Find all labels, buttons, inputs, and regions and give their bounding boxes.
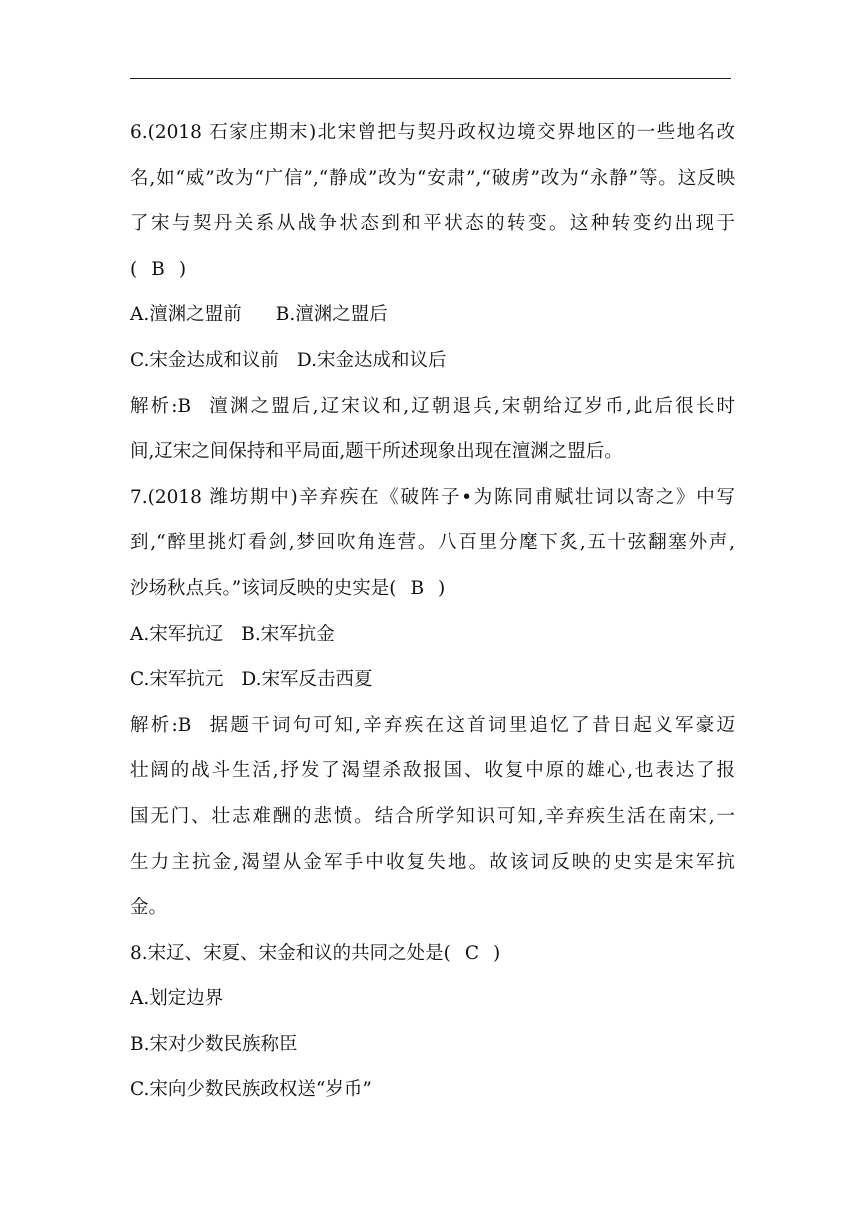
q6-answer-open: ( [130,258,138,280]
q7-analysis-line-5: 金。 [130,897,168,919]
q6-analysis-text-1: 澶渊之盟后,辽宋议和,辽朝退兵,宋朝给辽岁币,此后很长时 [207,395,735,417]
q7-analysis-line-3: 国无门、壮志难酬的悲愤。结合所学知识可知,辛弃疾生活在南宋,一 [130,805,735,827]
question-content [130,110,735,1113]
q8-option-b: B.宋对少数民族称臣 [130,1033,298,1055]
q7-options-row-1 [130,612,735,658]
q7-analysis-label: 解析:B [130,714,192,736]
q7-option-c: C.宋军抗元 [130,669,224,691]
header-rule [130,78,731,79]
q7-analysis-line-2: 壮阔的战斗生活,抒发了渴望杀敌报国、收复中原的雄心,也表达了报 [130,760,735,782]
q8-answer-close: ) [493,942,501,964]
q6-option-d: D.宋金达成和议后 [296,349,447,371]
q6-analysis-label: 解析:B [130,395,192,417]
q6-analysis-line-2: 间,辽宋之间保持和平局面,题干所述现象出现在澶渊之盟后。 [130,441,623,463]
q6-answer: B [151,258,165,280]
q6-options-row-2 [130,338,735,384]
q7-stem-last: 沙场秋点兵。”该词反映的史实是( [130,577,397,599]
q8-option-c: C.宋向少数民族政权送“岁币” [130,1079,372,1101]
q7-answer: B [410,577,425,599]
q7-option-a: A.宋军抗辽 [130,623,224,645]
q6-option-a: A.澶渊之盟前 [130,304,242,326]
q7-answer-close: ) [438,577,446,599]
q8-answer: C [464,942,480,964]
q7-stem-line-1: 7.(2018 潍坊期中)辛弃疾在《破阵子•为陈同甫赋壮词以寄之》中写 [130,486,735,508]
q7-analysis-text-1: 据题干词句可知,辛弃疾在这首词里追忆了昔日起义军豪迈 [207,714,735,736]
q7-options-row-2 [130,657,735,703]
q7-stem-line-2: 到,“醉里挑灯看剑,梦回吹角连营。八百里分麾下炙,五十弦翻塞外声, [130,532,735,554]
q6-stem-line-2: 名,如“威”改为“广信”,“静成”改为“安肃”,“破虏”改为“永静”等。这反映 [130,167,735,189]
q6-options-row-1 [130,292,735,338]
q8-option-a: A.划定边界 [130,988,224,1010]
q8-stem-line [130,931,735,977]
q6-analysis-line-1 [130,384,735,430]
q6-option-b: B.澶渊之盟后 [275,304,388,326]
q7-option-d: D.宋军反击西夏 [241,669,373,691]
q6-answer-close: ) [178,258,187,280]
q7-analysis-line-4: 生力主抗金,渴望从金军手中收复失地。故该词反映的史实是宋军抗 [130,851,735,873]
q7-stem-line-3 [130,566,735,612]
q6-stem-line-1: 6.(2018 石家庄期末)北宋曾把与契丹政权边境交界地区的一些地名改 [130,122,735,143]
q7-analysis-line-1 [130,703,735,749]
q6-option-c: C.宋金达成和议前 [130,349,279,371]
q8-stem-last: 8.宋辽、宋夏、宋金和议的共同之处是( [130,942,451,964]
q6-stem-line-3: 了宋与契丹关系从战争状态到和平状态的转变。这种转变约出现于 [130,213,735,235]
q7-option-b: B.宋军抗金 [241,623,335,645]
q6-answer-line [130,247,735,293]
